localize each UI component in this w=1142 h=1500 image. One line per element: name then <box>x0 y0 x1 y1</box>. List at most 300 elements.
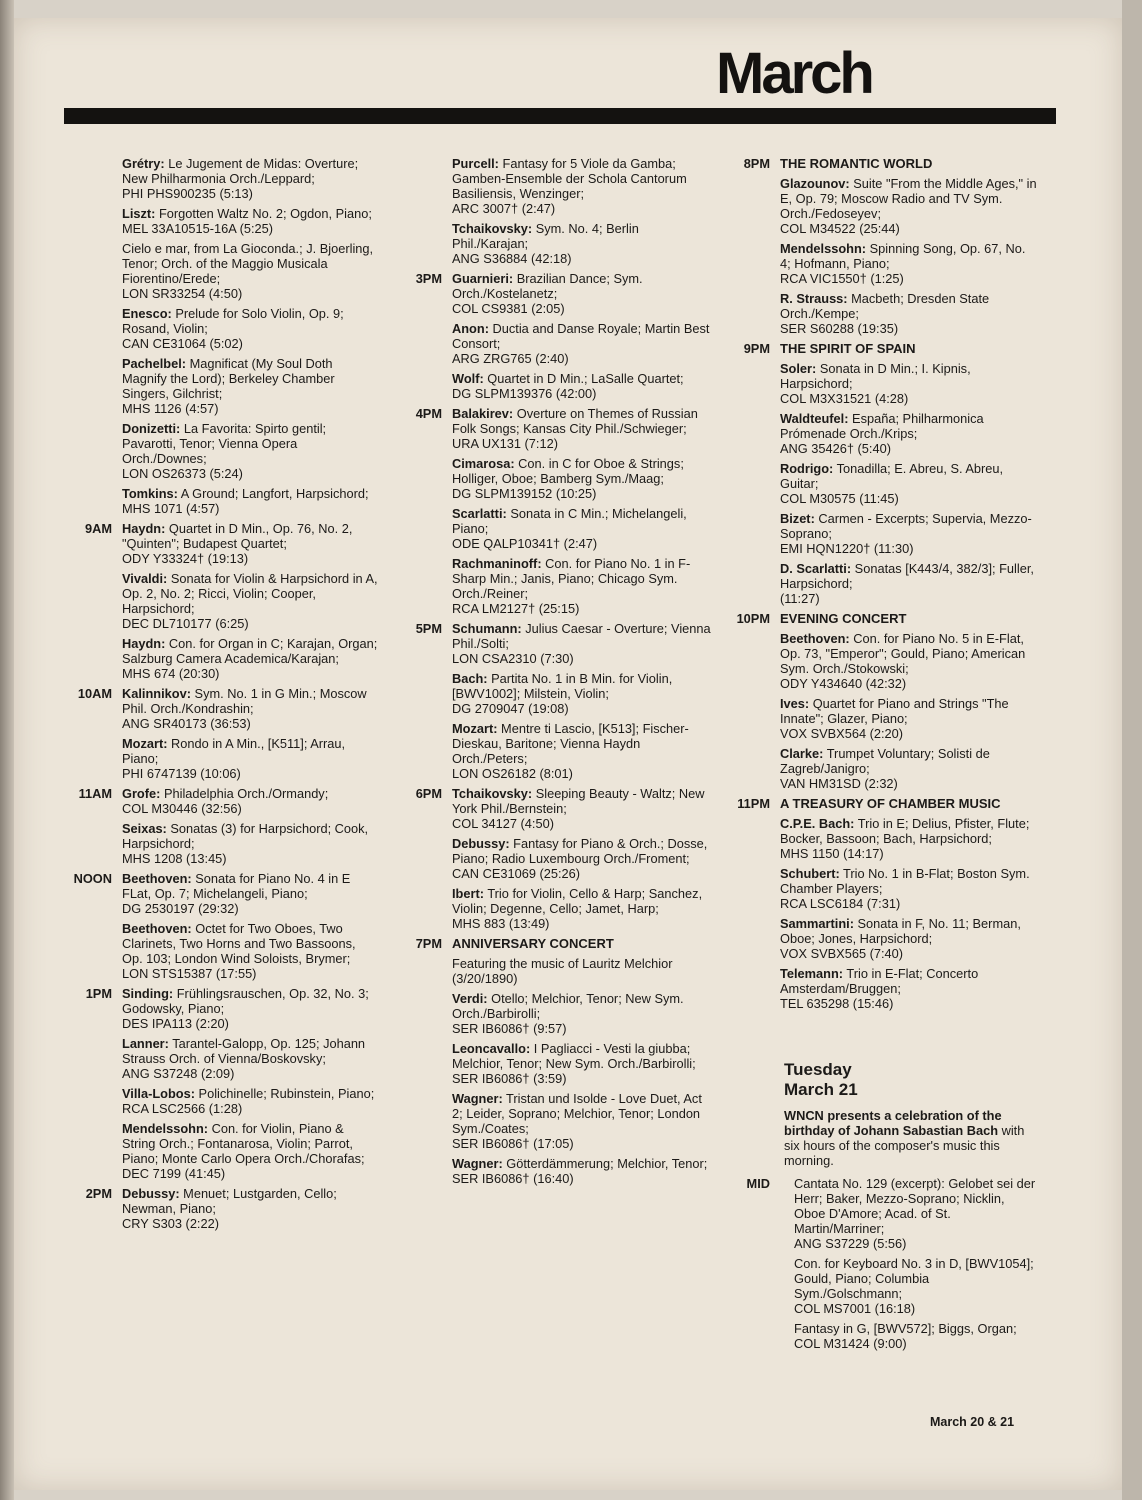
work-details: Brazilian Dance; Sym. Orch./Kostelanetz; <box>452 271 643 301</box>
slot-entries <box>780 611 1038 796</box>
listing-entry <box>452 371 712 401</box>
work-details: Con. for Organ in C; Karajan, Organ; Salzburg Camera Academica/Karajan; <box>122 636 378 666</box>
time-slot <box>390 271 712 406</box>
listing-entry <box>780 746 1038 791</box>
time-label: 1PM <box>85 986 112 1001</box>
composer-name: Ibert: <box>452 886 484 901</box>
composer-name: Verdi: <box>452 991 488 1006</box>
time-slot <box>718 156 1038 341</box>
composer-name: Waldteufel: <box>780 411 849 426</box>
time-slot <box>60 786 378 871</box>
time-slot <box>390 406 712 621</box>
catalog-number: ANG S37229 (5:56) <box>794 1236 907 1251</box>
catalog-number: ANG 35426† (5:40) <box>780 441 891 456</box>
catalog-number: MEL 33A10515-16A (5:25) <box>122 221 274 236</box>
slot-entries <box>452 621 712 786</box>
composer-name: Beethoven: <box>780 631 850 646</box>
catalog-number: VOX SVBX564 (2:20) <box>780 726 904 741</box>
work-details: Julius Caesar - Overture; Vienna Phil./Solti; <box>452 621 711 651</box>
composer-name: Purcell: <box>452 156 499 171</box>
time-label <box>60 156 122 521</box>
time-label: MID <box>746 1176 770 1191</box>
catalog-number: (11:27) <box>780 591 820 606</box>
time-slot <box>390 621 712 786</box>
composer-name: Schubert: <box>780 866 840 881</box>
composer-name: Guarnieri: <box>452 271 514 286</box>
work-details: Sonata in C Min.; Michelangeli, Piano; <box>452 506 687 536</box>
work-details: Sonata in F, No. 11; Berman, Oboe; Jones, Harpsichord; <box>780 916 1021 946</box>
work-details: A Ground; Langfort, Harpsichord; <box>177 486 369 501</box>
listing-entry <box>452 671 712 716</box>
time-label: 4PM <box>415 406 442 421</box>
listing-entry <box>780 866 1038 911</box>
listing-entry <box>122 206 378 236</box>
time-slot <box>718 796 1038 1016</box>
catalog-number: SER IB6086† (3:59) <box>452 1071 567 1086</box>
listing-entry <box>780 916 1038 961</box>
work-details: I Pagliacci - Vesti la giubba; Melchior, Tenor; New Sym. Orch./Barbirolli; <box>452 1041 696 1071</box>
listing-entry <box>780 561 1038 606</box>
composer-name: Mendelssohn: <box>780 241 867 256</box>
time-label: NOON <box>73 871 112 886</box>
slot-entries <box>780 796 1038 1016</box>
work-details: Prelude for Solo Violin, Op. 9; Rosand, Violin; <box>122 306 344 336</box>
time-label: 7PM <box>415 936 442 951</box>
work-details: Forgotten Waltz No. 2; Ogdon, Piano; <box>155 206 372 221</box>
catalog-number: MHS 1071 (4:57) <box>122 501 220 516</box>
work-details: Trio in E-Flat; Concerto Amsterdam/Bruggen; <box>780 966 979 996</box>
composer-name: Wagner: <box>452 1156 503 1171</box>
celebration-rest: with six hours of the composer's music this morning. <box>784 1123 1025 1168</box>
catalog-number: PHI PHS900235 (5:13) <box>122 186 253 201</box>
work-details: Sonatas (3) for Harpsichord; Cook, Harpsichord; <box>122 821 369 851</box>
listing-entry <box>452 621 712 666</box>
header-rule <box>64 108 1056 124</box>
work-details: Overture on Themes of Russian Folk Songs; Kansas City Phil./Schwieger; <box>452 406 698 436</box>
catalog-number: CAN CE31069 (25:26) <box>452 866 581 881</box>
work-details: Tarantel-Galopp, Op. 125; Johann Strauss Orch. of Vienna/Boskovsky; <box>122 1036 366 1066</box>
slot-entries <box>122 986 378 1186</box>
time-slot <box>718 1176 1038 1356</box>
column-3 <box>718 156 1038 1356</box>
time-label: 8PM <box>743 156 770 171</box>
listing-entry <box>780 966 1038 1011</box>
catalog-number: SER IB6086† (16:40) <box>452 1171 574 1186</box>
time-slot <box>60 156 378 521</box>
listing-entry <box>122 156 378 201</box>
work-details: Sym. No. 4; Berlin Phil./Karajan; <box>452 221 639 251</box>
work-details: Spinning Song, Op. 67, No. 4; Hofmann, Piano; <box>780 241 1026 271</box>
catalog-number: COL M30446 (32:56) <box>122 801 242 816</box>
binding-spine <box>0 0 14 1500</box>
work-details: Magnificat (My Soul Doth Magnify the Lord); Berkeley Chamber Singers, Gilchrist; <box>122 356 335 401</box>
listing-entry <box>122 736 378 781</box>
work-details: Philadelphia Orch./Ormandy; <box>160 786 329 801</box>
catalog-number: DG SLPM139376 (42:00) <box>452 386 597 401</box>
work-details: Con. in C for Oboe & Strings; Holliger, Oboe; Bamberg Sym./Maag; <box>452 456 684 486</box>
time-slot <box>390 786 712 936</box>
catalog-number: MHS 674 (20:30) <box>122 666 220 681</box>
work-details: Sleeping Beauty - Waltz; New York Phil./Bernstein; <box>452 786 705 816</box>
listing-entry <box>452 1091 712 1151</box>
program-intro: Featuring the music of Lauritz Melchior (3/20/1890) <box>452 956 673 986</box>
listing-entry <box>122 421 378 481</box>
time-slot <box>60 686 378 786</box>
composer-name: Schumann: <box>452 621 522 636</box>
work-details: Con. for Violin, Piano & String Orch.; Fontanarosa, Violin; Parrot, Piano; Monte Carlo Opera Orch./Chorafas; <box>122 1121 365 1166</box>
work-details: Con. for Piano No. 1 in F-Sharp Min.; Janis, Piano; Chicago Sym. Orch./Reiner; <box>452 556 691 601</box>
composer-name: Tomkins: <box>122 486 178 501</box>
composer-name: Villa-Lobos: <box>122 1086 195 1101</box>
listing-entry <box>122 986 378 1031</box>
catalog-number: COL M30575 (11:45) <box>780 491 899 506</box>
slot-entries <box>122 521 378 686</box>
work-details: Fantasy for Piano & Orch.; Dosse, Piano; Radio Luxembourg Orch./Froment; <box>452 836 708 866</box>
work-details: Polichinelle; Rubinstein, Piano; <box>195 1086 375 1101</box>
program-title: THE ROMANTIC WORLD <box>780 156 933 171</box>
listing-entry <box>452 786 712 831</box>
catalog-number: CAN CE31064 (5:02) <box>122 336 243 351</box>
work-details: Tristan und Isolde - Love Duet, Act 2; Leider, Soprano; Melchior, Tenor; London Sym./Coates; <box>452 1091 702 1136</box>
work-details: Octet for Two Oboes, Two Clarinets, Two Horns and Two Bassoons, Op. 103; London Wind Soloists, Brymer; <box>122 921 356 966</box>
composer-name: Grétry: <box>122 156 165 171</box>
program-title: EVENING CONCERT <box>780 611 907 626</box>
composer-name: Tchaikovsky: <box>452 221 533 236</box>
listing-entry <box>122 356 378 416</box>
composer-name: Vivaldi: <box>122 571 168 586</box>
composer-name: Mozart: <box>452 721 498 736</box>
listing-entry <box>452 1156 712 1186</box>
work-details: Sym. No. 1 in G Min.; Moscow Phil. Orch./Kondrashin; <box>122 686 367 716</box>
listing-entry <box>452 1041 712 1086</box>
composer-name: Soler: <box>780 361 817 376</box>
composer-name: Debussy: <box>452 836 510 851</box>
composer-name: Enesco: <box>122 306 172 321</box>
listing-entry <box>452 836 712 881</box>
listing-entry <box>122 486 378 516</box>
listing-entry <box>122 636 378 681</box>
work-details: Fantasy for 5 Viole da Gamba; Gamben-Ensemble der Schola Cantorum Basiliensis, Wenzinger; <box>452 156 687 201</box>
catalog-number: SER S60288 (19:35) <box>780 321 899 336</box>
composer-name: Beethoven: <box>122 921 192 936</box>
catalog-number: RCA LM2127† (25:15) <box>452 601 580 616</box>
slot-entries <box>780 1176 1038 1356</box>
slot-entries <box>122 1186 378 1236</box>
time-label <box>390 156 452 271</box>
composer-name: Wolf: <box>452 371 484 386</box>
work-details: La Favorita: Spirto gentil; Pavarotti, Tenor; Vienna Opera Orch./Downes; <box>122 421 327 466</box>
catalog-number: DEC 7199 (41:45) <box>122 1166 226 1181</box>
slot-entries <box>122 786 378 871</box>
composer-name: Haydn: <box>122 521 166 536</box>
catalog-number: DG 2709047 (19:08) <box>452 701 569 716</box>
listing-entry <box>452 991 712 1036</box>
time-label: 2PM <box>85 1186 112 1201</box>
column-2 <box>390 156 712 1191</box>
work-details: Trumpet Voluntary; Solisti de Zagreb/Janigro; <box>780 746 990 776</box>
listing-entry <box>780 461 1038 506</box>
listing-entry <box>122 1086 378 1116</box>
listing-entry <box>780 696 1038 741</box>
catalog-number: COL MS7001 (16:18) <box>794 1301 916 1316</box>
listing-entry <box>780 291 1038 336</box>
catalog-number: ARC 3007† (2:47) <box>452 201 556 216</box>
work-details: Sonata in D Min.; I. Kipnis, Harpsichord; <box>780 361 971 391</box>
composer-name: Lanner: <box>122 1036 169 1051</box>
time-label: 11AM <box>78 786 112 801</box>
catalog-number: CRY S303 (2:22) <box>122 1216 219 1231</box>
listing-entry <box>780 411 1038 456</box>
composer-name: C.P.E. Bach: <box>780 816 855 831</box>
catalog-number: RCA LSC2566 (1:28) <box>122 1101 243 1116</box>
day-heading <box>784 1060 1038 1100</box>
program-title: A TREASURY OF CHAMBER MUSIC <box>780 796 1001 811</box>
catalog-number: ANG S37248 (2:09) <box>122 1066 235 1081</box>
month-heading: March <box>716 41 872 106</box>
program-title: ANNIVERSARY CONCERT <box>452 936 614 951</box>
work-details: Quartet in D Min.; LaSalle Quartet; <box>483 371 684 386</box>
work-details: Trio No. 1 in B-Flat; Boston Sym. Chamber Players; <box>780 866 1030 896</box>
page-footer: March 20 & 21 <box>930 1415 1015 1429</box>
catalog-number: LON CSA2310 (7:30) <box>452 651 574 666</box>
time-slot <box>718 611 1038 796</box>
composer-name: R. Strauss: <box>780 291 848 306</box>
work-details: Tonadilla; E. Abreu, S. Abreu, Guitar; <box>780 461 1004 491</box>
catalog-number: ODE QALP10341† (2:47) <box>452 536 598 551</box>
work-details: Con. for Keyboard No. 3 in D, [BWV1054]; Gould, Piano; Columbia Sym./Golschmann; <box>794 1256 1034 1301</box>
work-details: Ductia and Danse Royale; Martin Best Consort; <box>452 321 710 351</box>
listing-entry <box>452 506 712 551</box>
listing-entry <box>780 1321 1038 1351</box>
time-label: 6PM <box>415 786 442 801</box>
catalog-number: DG SLPM139152 (10:25) <box>452 486 597 501</box>
composer-name: Bach: <box>452 671 488 686</box>
time-label: 9AM <box>84 521 112 536</box>
composer-name: Mozart: <box>122 736 168 751</box>
catalog-number: MHS 883 (13:49) <box>452 916 550 931</box>
listing-entry <box>122 786 378 816</box>
work-details: Sonata for Violin & Harpsichord in A, Op. 2, No. 2; Ricci, Violin; Cooper, Harpsichord; <box>122 571 378 616</box>
composer-name: Bizet: <box>780 511 815 526</box>
catalog-number: ODY Y434640 (42:32) <box>780 676 907 691</box>
composer-name: Beethoven: <box>122 871 192 886</box>
slot-entries <box>780 156 1038 341</box>
program-title: THE SPIRIT OF SPAIN <box>780 341 916 356</box>
work-details: Cantata No. 129 (excerpt): Gelobet sei der Herr; Baker, Mezzo-Soprano; Nicklin, Oboe D'Amore; Acad. of St. Martin/Marriner; <box>794 1176 1036 1236</box>
catalog-number: COL CS9381 (2:05) <box>452 301 565 316</box>
composer-name: Seixas: <box>122 821 167 836</box>
work-details: Trio for Violin, Cello & Harp; Sanchez, Violin; Degenne, Cello; Jamet, Harp; <box>452 886 703 916</box>
catalog-number: DEC DL710177 (6:25) <box>122 616 249 631</box>
work-details: Cielo e mar, from La Gioconda.; J. Bjoerling, Tenor; Orch. of the Maggio Musicala Fiorentino/Erede; <box>122 241 374 286</box>
composer-name: Liszt: <box>122 206 156 221</box>
listing-entry <box>122 521 378 566</box>
listing-entry <box>122 871 378 916</box>
composer-name: Rodrigo: <box>780 461 834 476</box>
composer-name: Pachelbel: <box>122 356 187 371</box>
composer-name: Balakirev: <box>452 406 514 421</box>
catalog-number: COL 34127 (4:50) <box>452 816 554 831</box>
listing-entry <box>780 241 1038 286</box>
work-details: Frühlingsrauschen, Op. 32, No. 3; Godowsky, Piano; <box>122 986 369 1016</box>
listing-entry <box>452 156 712 216</box>
slot-entries <box>452 156 712 271</box>
time-label: 9PM <box>743 341 770 356</box>
time-label: 3PM <box>415 271 442 286</box>
listing-entry <box>452 886 712 931</box>
work-details: Otello; Melchior, Tenor; New Sym. Orch./Barbirolli; <box>452 991 684 1021</box>
page-edge <box>1122 0 1142 1500</box>
composer-name: Mendelssohn: <box>122 1121 209 1136</box>
catalog-number: MHS 1150 (14:17) <box>780 846 884 861</box>
work-details: Macbeth; Dresden State Orch./Kempe; <box>780 291 990 321</box>
slot-entries <box>452 936 712 1191</box>
catalog-number: ANG SR40173 (36:53) <box>122 716 251 731</box>
work-details: Mentre ti Lascio, [K513]; Fischer-Dieskau, Baritone; Vienna Haydn Orch./Peters; <box>452 721 689 766</box>
listing-entry <box>122 686 378 731</box>
listing-entry <box>452 456 712 501</box>
catalog-number: LON OS26182 (8:01) <box>452 766 573 781</box>
work-details: Trio in E; Delius, Pfister, Flute; Bocker, Bassoon; Bach, Harpsichord; <box>780 816 1030 846</box>
catalog-number: RCA VIC1550† (1:25) <box>780 271 904 286</box>
catalog-number: COL M3X31521 (4:28) <box>780 391 909 406</box>
work-details: Rondo in A Min., [K511]; Arrau, Piano; <box>122 736 346 766</box>
column-1 <box>60 156 378 1236</box>
catalog-number: TEL 635298 (15:46) <box>780 996 894 1011</box>
time-label: 5PM <box>415 621 442 636</box>
time-slot <box>60 871 378 986</box>
work-details: Menuet; Lustgarden, Cello; Newman, Piano; <box>122 1186 337 1216</box>
catalog-number: SER IB6086† (17:05) <box>452 1136 574 1151</box>
composer-name: D. Scarlatti: <box>780 561 852 576</box>
work-details: Sonata for Piano No. 4 in E FLat, Op. 7; Michelangeli, Piano; <box>122 871 351 901</box>
slot-entries <box>452 271 712 406</box>
time-slot <box>60 521 378 686</box>
listing-entry <box>122 1121 378 1181</box>
listing-entry <box>452 556 712 616</box>
catalog-number: ARG ZRG765 (2:40) <box>452 351 569 366</box>
catalog-number: URA UX131 (7:12) <box>452 436 558 451</box>
work-details: Götterdämmerung; Melchior, Tenor; <box>502 1156 708 1171</box>
listing-entry <box>780 1256 1038 1316</box>
catalog-number: ODY Y33324† (19:13) <box>122 551 249 566</box>
listing-entry <box>122 306 378 351</box>
composer-name: Telemann: <box>780 966 844 981</box>
catalog-number: VAN HM31SD (2:32) <box>780 776 898 791</box>
listing-entry <box>780 511 1038 556</box>
slot-entries <box>780 341 1038 611</box>
time-slot <box>60 1186 378 1236</box>
listing-entry <box>122 1186 378 1231</box>
work-details: Sonatas [K443/4, 382/3]; Fuller, Harpsichord; <box>780 561 1034 591</box>
composer-name: Debussy: <box>122 1186 180 1201</box>
composer-name: Clarke: <box>780 746 824 761</box>
listing-entry <box>122 241 378 301</box>
celebration-bold: WNCN presents a celebration of the birthday of Johann Sabastian Bach <box>784 1108 1002 1138</box>
listing-entry <box>452 721 712 781</box>
composer-name: Glazounov: <box>780 176 850 191</box>
time-slot <box>390 156 712 271</box>
work-details: Quartet in D Min., Op. 76, No. 2, "Quinten"; Budapest Quartet; <box>122 521 353 551</box>
listing-entry <box>122 921 378 981</box>
catalog-number: LON STS15387 (17:55) <box>122 966 257 981</box>
catalog-number: VOX SVBX565 (7:40) <box>780 946 904 961</box>
listing-entry <box>780 631 1038 691</box>
composer-name: Ives: <box>780 696 810 711</box>
time-slot <box>390 936 712 1191</box>
composer-name: Anon: <box>452 321 489 336</box>
composer-name: Leoncavallo: <box>452 1041 531 1056</box>
listing-entry <box>122 571 378 631</box>
catalog-number: MHS 1208 (13:45) <box>122 851 227 866</box>
listing-entry <box>452 406 712 451</box>
composer-name: Sinding: <box>122 986 174 1001</box>
work-details: Le Jugement de Midas: Overture; New Philharmonia Orch./Leppard; <box>122 156 359 186</box>
time-label: 10AM <box>77 686 112 701</box>
time-slot <box>60 986 378 1186</box>
time-label: 11PM <box>737 796 770 811</box>
composer-name: Haydn: <box>122 636 166 651</box>
listing-entry <box>452 221 712 266</box>
work-details: Partita No. 1 in B Min. for Violin, [BWV1002]; Milstein, Violin; <box>452 671 673 701</box>
catalog-number: RCA LSC6184 (7:31) <box>780 896 901 911</box>
catalog-number: MHS 1126 (4:57) <box>122 401 219 416</box>
time-label: 10PM <box>736 611 770 626</box>
composer-name: Cimarosa: <box>452 456 515 471</box>
work-details: Carmen - Excerpts; Supervia, Mezzo-Soprano; <box>780 511 1032 541</box>
work-details: Suite "From the Middle Ages," in E, Op. 79; Moscow Radio and TV Sym. Orch./Fedoseyev; <box>780 176 1037 221</box>
listing-entry <box>780 361 1038 406</box>
time-slot <box>718 341 1038 611</box>
listing-entry <box>780 1176 1038 1251</box>
slot-entries <box>122 871 378 986</box>
catalog-number: LON OS26373 (5:24) <box>122 466 243 481</box>
listing-entry <box>452 271 712 316</box>
day-name: Tuesday <box>784 1060 852 1079</box>
composer-name: Wagner: <box>452 1091 503 1106</box>
listing-entry <box>122 821 378 866</box>
catalog-number: SER IB6086† (9:57) <box>452 1021 567 1036</box>
catalog-number: EMI HQN1220† (11:30) <box>780 541 914 556</box>
work-details: Quartet for Piano and Strings "The Innate"; Glazer, Piano; <box>780 696 1009 726</box>
slot-entries <box>122 686 378 786</box>
slot-entries <box>452 406 712 621</box>
composer-name: Kalinnikov: <box>122 686 191 701</box>
day-date: March 21 <box>784 1080 858 1099</box>
catalog-number: DG 2530197 (29:32) <box>122 901 239 916</box>
composer-name: Rachmaninoff: <box>452 556 542 571</box>
catalog-number: DES IPA113 (2:20) <box>122 1016 229 1031</box>
work-details: España; Philharmonica Prómenade Orch./Krips; <box>780 411 984 441</box>
catalog-number: PHI 6747139 (10:06) <box>122 766 241 781</box>
catalog-number: ANG S36884 (42:18) <box>452 251 572 266</box>
slot-entries <box>452 786 712 936</box>
celebration-note <box>784 1108 1038 1168</box>
listing-entry <box>780 816 1038 861</box>
listing-entry <box>780 176 1038 236</box>
composer-name: Tchaikovsky: <box>452 786 533 801</box>
listing-entry <box>452 321 712 366</box>
composer-name: Scarlatti: <box>452 506 507 521</box>
composer-name: Sammartini: <box>780 916 854 931</box>
listing-entry <box>122 1036 378 1081</box>
catalog-number: COL M34522 (25:44) <box>780 221 900 236</box>
work-details: Fantasy in G, [BWV572]; Biggs, Organ; <box>794 1321 1017 1336</box>
work-details: Con. for Piano No. 5 in E-Flat, Op. 73, "Emperor"; Gould, Piano; American Sym. Orch./Stokowski; <box>780 631 1026 676</box>
catalog-number: COL M31424 (9:00) <box>794 1336 907 1351</box>
composer-name: Donizetti: <box>122 421 181 436</box>
composer-name: Grofe: <box>122 786 161 801</box>
